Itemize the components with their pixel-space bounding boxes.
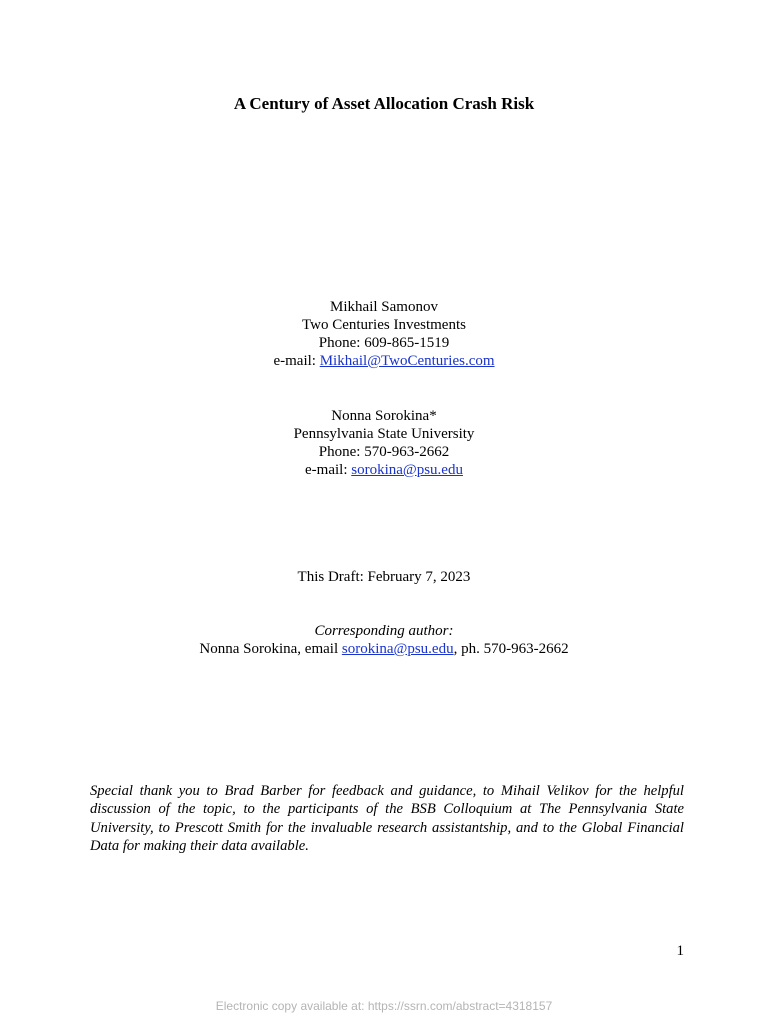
page-number: 1: [676, 943, 684, 959]
author-email-line: [0, 352, 768, 370]
author-phone: Phone: 609-865-1519: [318, 335, 450, 351]
author-email-label: e-mail:: [305, 462, 352, 478]
author-affiliation: Pennsylvania State University: [293, 426, 475, 442]
corresponding-author-line: [0, 640, 768, 658]
author-name: Mikhail Samonov: [330, 299, 438, 315]
corresponding-author-suffix: , ph. 570-963-2662: [453, 641, 569, 657]
corresponding-email-link[interactable]: sorokina@psu.edu: [341, 641, 454, 657]
author-affiliation: Two Centuries Investments: [302, 317, 466, 333]
author-phone: Phone: 570-963-2662: [318, 444, 450, 460]
ssrn-footer: Electronic copy available at: https://ssrn.com/abstract=4318157: [215, 999, 553, 1013]
acknowledgment-paragraph: Special thank you to Brad Barber for feedback and guidance, to Mihail Velikov for the helpful discussion of the topic, to the participants of the BSB Colloquium at The Pennsylvania State University, to Prescott Smith for the invaluable research assistantship, and to the Global Financial Data for making their data available.: [90, 783, 684, 854]
corresponding-author-heading: Corresponding author:: [314, 623, 454, 639]
corresponding-author-prefix: Nonna Sorokina, email: [199, 641, 342, 657]
corresponding-author-block: [0, 622, 768, 658]
paper-title: A Century of Asset Allocation Crash Risk: [233, 94, 535, 113]
author-name: Nonna Sorokina*: [331, 408, 437, 424]
author-block-sorokina: [0, 407, 768, 479]
author-email-label: e-mail:: [273, 353, 320, 369]
author-block-samonov: [0, 298, 768, 370]
author-email-link[interactable]: Mikhail@TwoCenturies.com: [319, 353, 495, 369]
author-email-link[interactable]: sorokina@psu.edu: [351, 462, 463, 478]
draft-date: This Draft: February 7, 2023: [297, 569, 471, 585]
author-email-line: [0, 461, 768, 479]
